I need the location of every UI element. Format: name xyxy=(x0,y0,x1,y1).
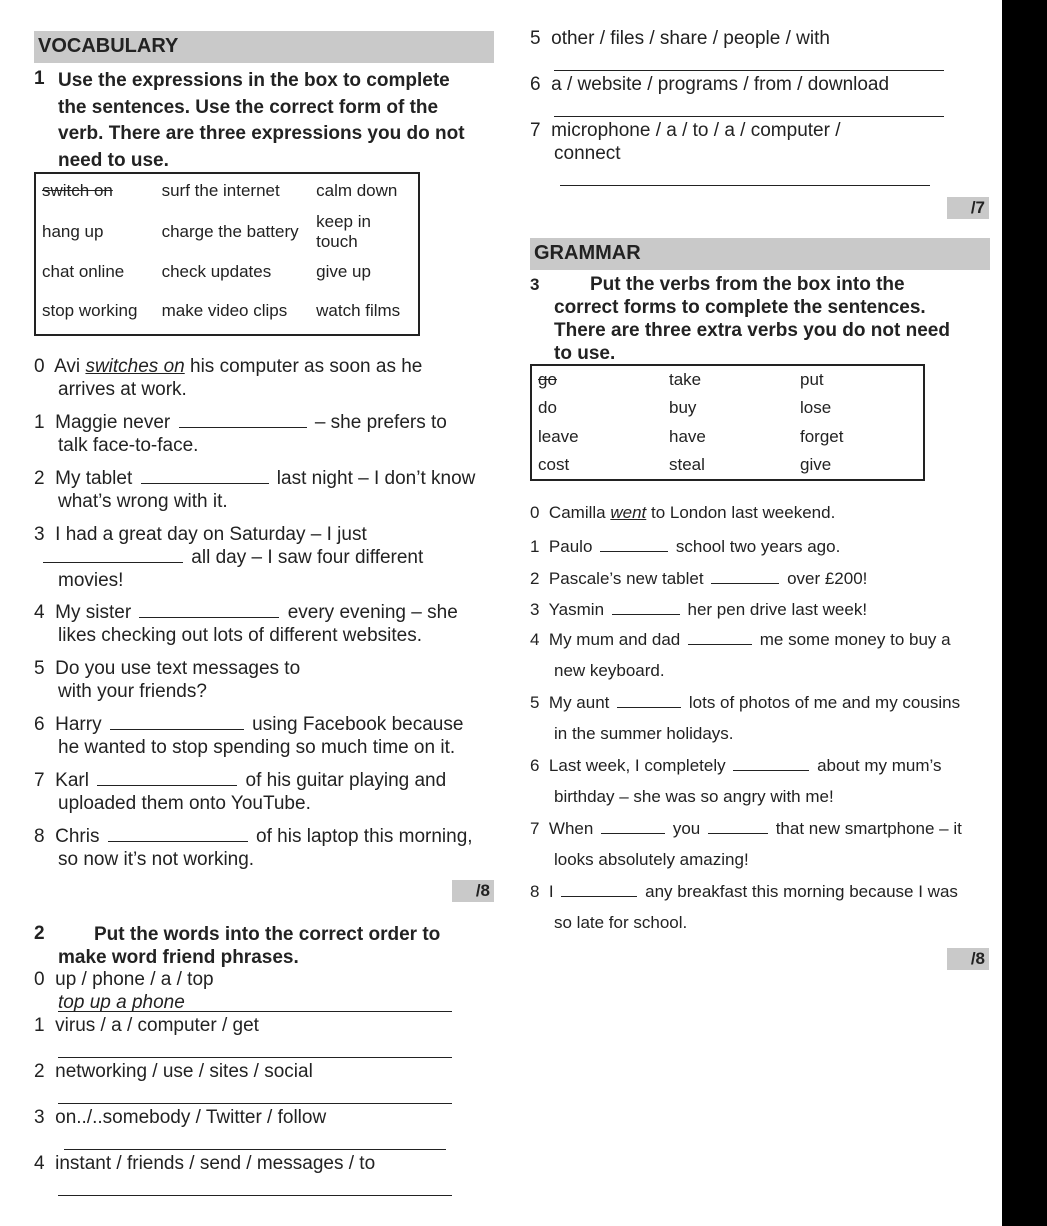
item-number: 5 xyxy=(530,693,540,712)
sentence-start: Camilla xyxy=(548,503,606,522)
sentence-continuation: likes checking out lots of different websites. xyxy=(58,625,423,646)
box-expression: hang up xyxy=(42,222,104,241)
sentence-end: her pen drive last week! xyxy=(687,600,868,619)
sentence-continuation: new keyboard. xyxy=(554,661,665,680)
sentence-end: any breakfast this morning because I was xyxy=(645,882,958,901)
sentence-end: school two years ago. xyxy=(675,537,841,556)
exercise-2-score: /7 xyxy=(947,197,989,219)
item-number: 6 xyxy=(530,756,540,775)
jumbled-words: connect xyxy=(554,143,621,164)
answer-line[interactable] xyxy=(58,1057,452,1058)
box-verb: give xyxy=(800,454,832,474)
item-number: 0 xyxy=(530,503,540,522)
answer-blank[interactable] xyxy=(601,817,665,834)
item-number: 7 xyxy=(530,120,541,141)
item-number: 2 xyxy=(34,468,45,489)
item-number: 1 xyxy=(34,412,45,433)
answer-blank[interactable] xyxy=(179,411,307,428)
vocabulary-expressions-box xyxy=(34,172,420,336)
ex3-sentence-7 xyxy=(530,819,995,875)
answer-blank[interactable] xyxy=(617,691,681,708)
ex2-item-2 xyxy=(34,1060,313,1083)
ex1-sentence-2 xyxy=(34,467,504,513)
item-number: 6 xyxy=(34,714,45,735)
sentence-end: that new smartphone – it xyxy=(775,819,962,838)
exercise-3-number: 3 xyxy=(530,275,540,294)
box-verb: buy xyxy=(669,398,697,418)
box-verb: go xyxy=(538,370,557,390)
sentence-start: Do you use text messages to xyxy=(55,658,301,679)
sentence-start: I xyxy=(548,882,554,901)
answer-blank[interactable] xyxy=(733,754,809,771)
box-verb: forget xyxy=(800,426,844,446)
box-verb: lose xyxy=(800,398,832,418)
sentence-start: Last week, I completely xyxy=(548,756,726,775)
sentence-continuation: uploaded them onto YouTube. xyxy=(58,793,311,814)
answer-line[interactable] xyxy=(58,1103,452,1104)
box-expression: stop working xyxy=(42,300,138,320)
example-answer: switches on xyxy=(85,356,185,377)
ex3-sentence-1 xyxy=(530,535,995,557)
sentence-continuation: in the summer holidays. xyxy=(554,724,734,743)
ex3-sentence-3 xyxy=(530,598,995,620)
box-expression: check updates xyxy=(161,262,272,281)
jumbled-words: other / files / share / people / with xyxy=(551,28,830,49)
ex2-example xyxy=(34,968,474,1014)
item-number: 2 xyxy=(34,1061,45,1082)
sentence-continuation: what’s wrong with it. xyxy=(58,491,228,512)
exercise-2-number: 2 xyxy=(34,923,45,944)
answer-line[interactable] xyxy=(64,1149,446,1150)
grammar-verbs-box xyxy=(530,364,925,481)
sentence-start: My aunt xyxy=(548,693,610,712)
answer-blank[interactable] xyxy=(612,598,680,615)
box-verb: have xyxy=(669,426,706,446)
instruction-line: Use the expressions in the box to complete xyxy=(58,70,450,91)
exercise-1-instruction xyxy=(58,68,498,174)
example-answer: went xyxy=(610,503,647,522)
sentence-start: I had a great day on Saturday – I just xyxy=(55,524,367,545)
item-number: 4 xyxy=(530,630,540,649)
grammar-heading: GRAMMAR xyxy=(530,238,990,270)
sentence-start: Pascale’s new tablet xyxy=(548,569,704,588)
box-verb: take xyxy=(669,370,702,390)
sentence-start: My mum and dad xyxy=(548,630,681,649)
jumbled-words: microphone / a / to / a / computer / xyxy=(551,120,841,141)
item-number: 0 xyxy=(34,356,45,377)
item-number: 1 xyxy=(34,1015,45,1036)
sentence-continuation: with your friends? xyxy=(58,681,207,702)
sentence-continuation: movies! xyxy=(58,570,124,591)
answer-blank[interactable] xyxy=(141,467,269,484)
sentence-start: Karl xyxy=(55,770,89,791)
ex2-item-3 xyxy=(34,1106,326,1129)
sentence-start: My sister xyxy=(55,602,132,623)
answer-line[interactable] xyxy=(58,1195,452,1196)
instruction-line: the sentences. Use the correct form of the xyxy=(58,96,439,118)
box-verb: do xyxy=(538,398,557,418)
ex2-item-5 xyxy=(530,27,830,50)
answer-line[interactable] xyxy=(554,70,944,71)
item-number: 0 xyxy=(34,969,45,990)
answer-line[interactable] xyxy=(560,185,930,186)
instruction-line: make word friend phrases. xyxy=(58,947,299,968)
ex1-sentence-5 xyxy=(34,657,504,703)
ex2-item-4 xyxy=(34,1152,375,1175)
sentence-start: Paulo xyxy=(548,537,593,556)
jumbled-words: instant / friends / send / messages / to xyxy=(55,1153,376,1174)
ex3-sentence-2 xyxy=(530,567,995,589)
box-expression: surf the internet xyxy=(161,180,280,200)
sentence-continuation: so late for school. xyxy=(554,913,688,932)
instruction-line: need to use. xyxy=(58,149,169,171)
ex1-sentence-4 xyxy=(34,601,504,647)
sentence-end: about my mum’s xyxy=(817,756,942,775)
sentence-end: lots of photos of me and my cousins xyxy=(688,693,961,712)
ex1-example-sentence xyxy=(34,355,504,401)
item-number: 3 xyxy=(34,524,45,545)
ex3-sentence-5 xyxy=(530,693,995,749)
instruction-line: correct forms to complete the sentences. xyxy=(554,297,926,318)
item-number: 4 xyxy=(34,602,45,623)
example-answer: top up a phone xyxy=(58,992,185,1013)
answer-blank[interactable] xyxy=(688,628,752,645)
sentence-end: his computer as soon as he xyxy=(190,356,423,377)
vocabulary-heading: VOCABULARY xyxy=(34,31,494,63)
item-number: 7 xyxy=(34,770,45,791)
sentence-end: using Facebook because xyxy=(252,714,464,735)
sentence-end: of his laptop this morning, xyxy=(256,826,473,847)
box-verb: leave xyxy=(538,426,579,446)
box-expression: keep in touch xyxy=(316,212,371,251)
sentence-continuation: birthday – she was so angry with me! xyxy=(554,787,834,806)
item-number: 5 xyxy=(34,658,45,679)
sentence-start: When xyxy=(548,819,594,838)
box-expression: chat online xyxy=(42,262,125,281)
answer-blank[interactable] xyxy=(708,817,768,834)
instruction-line: There are three extra verbs you do not need xyxy=(554,320,950,341)
sentence-end: over £200! xyxy=(787,569,868,588)
sentence-continuation: arrives at work. xyxy=(58,379,187,400)
sentence-end: every evening – she xyxy=(287,602,458,623)
instruction-line: Put the words into the correct order to xyxy=(94,924,441,945)
jumbled-words: networking / use / sites / social xyxy=(55,1061,313,1082)
box-expression: make video clips xyxy=(161,300,288,320)
instruction-line: Put the verbs from the box into the xyxy=(590,274,905,295)
ex3-sentence-4 xyxy=(530,630,995,686)
sentence-end: to London last weekend. xyxy=(651,503,836,522)
ex1-sentence-6 xyxy=(34,713,504,759)
exercise-3-instruction xyxy=(554,273,994,365)
box-expression: switch on xyxy=(42,180,113,200)
exercise-1-number: 1 xyxy=(34,68,45,89)
answer-line[interactable] xyxy=(554,116,944,117)
answer-blank[interactable] xyxy=(600,535,668,552)
ex3-sentence-6 xyxy=(530,756,995,812)
exercise-2-instruction xyxy=(58,923,498,969)
sentence-start: My tablet xyxy=(55,468,133,489)
sentence-end: of his guitar playing and xyxy=(245,770,447,791)
answer-blank[interactable] xyxy=(108,825,248,842)
box-verb: put xyxy=(800,370,824,390)
instruction-line: to use. xyxy=(554,343,616,364)
ex1-sentence-3 xyxy=(34,523,504,592)
answer-blank[interactable] xyxy=(97,769,237,786)
sentence-start: Maggie never xyxy=(55,412,171,433)
answer-line xyxy=(58,1011,452,1012)
sentence-end: last night – I don’t know xyxy=(276,468,476,489)
answer-blank[interactable] xyxy=(139,601,279,618)
jumbled-words: a / website / programs / from / download xyxy=(551,74,890,95)
sentence-start: Yasmin xyxy=(548,600,605,619)
sentence-end: all day – I saw four different xyxy=(191,547,424,568)
box-expression: watch films xyxy=(316,300,401,320)
item-number: 4 xyxy=(34,1153,45,1174)
jumbled-words: up / phone / a / top xyxy=(55,969,214,990)
box-expression: charge the battery xyxy=(161,222,299,241)
box-expression: give up xyxy=(316,262,371,281)
sentence-start: Harry xyxy=(55,714,102,735)
answer-blank[interactable] xyxy=(43,546,183,563)
instruction-line: verb. There are three expressions you do not xyxy=(58,123,465,144)
ex2-item-7 xyxy=(530,119,841,165)
item-number: 7 xyxy=(530,819,540,838)
sentence-continuation: so now it’s not working. xyxy=(58,849,255,870)
ex2-item-1 xyxy=(34,1014,259,1037)
sentence-end: – she prefers to xyxy=(314,412,447,433)
ex2-item-6 xyxy=(530,73,889,96)
answer-blank[interactable] xyxy=(110,713,244,730)
sentence-start: Avi xyxy=(54,356,81,377)
ex1-sentence-8 xyxy=(34,825,504,871)
sentence-continuation: talk face-to-face. xyxy=(58,435,199,456)
ex3-sentence-8 xyxy=(530,882,995,938)
sentence-middle: you xyxy=(672,819,701,838)
exercise-3-score: /8 xyxy=(947,948,989,970)
jumbled-words: on../..somebody / Twitter / follow xyxy=(55,1107,327,1128)
item-number: 3 xyxy=(530,600,540,619)
jumbled-words: virus / a / computer / get xyxy=(55,1015,259,1036)
item-number: 8 xyxy=(530,882,540,901)
box-verb: steal xyxy=(669,454,705,474)
sentence-continuation: he wanted to stop spending so much time on it. xyxy=(58,737,456,758)
sentence-start: Chris xyxy=(55,826,100,847)
sentence-end: me some money to buy a xyxy=(759,630,951,649)
item-number: 8 xyxy=(34,826,45,847)
ex1-sentence-1 xyxy=(34,411,504,457)
exercise-1-score: /8 xyxy=(452,880,494,902)
answer-blank[interactable] xyxy=(711,567,779,584)
ex1-sentence-7 xyxy=(34,769,504,815)
box-verb: cost xyxy=(538,454,570,474)
item-number: 6 xyxy=(530,74,541,95)
item-number: 1 xyxy=(530,537,540,556)
item-number: 2 xyxy=(530,569,540,588)
box-expression: calm down xyxy=(316,180,398,200)
sentence-continuation: looks absolutely amazing! xyxy=(554,850,749,869)
item-number: 5 xyxy=(530,28,541,49)
answer-blank[interactable] xyxy=(561,880,637,897)
ex3-example-sentence xyxy=(530,503,995,523)
item-number: 3 xyxy=(34,1107,45,1128)
